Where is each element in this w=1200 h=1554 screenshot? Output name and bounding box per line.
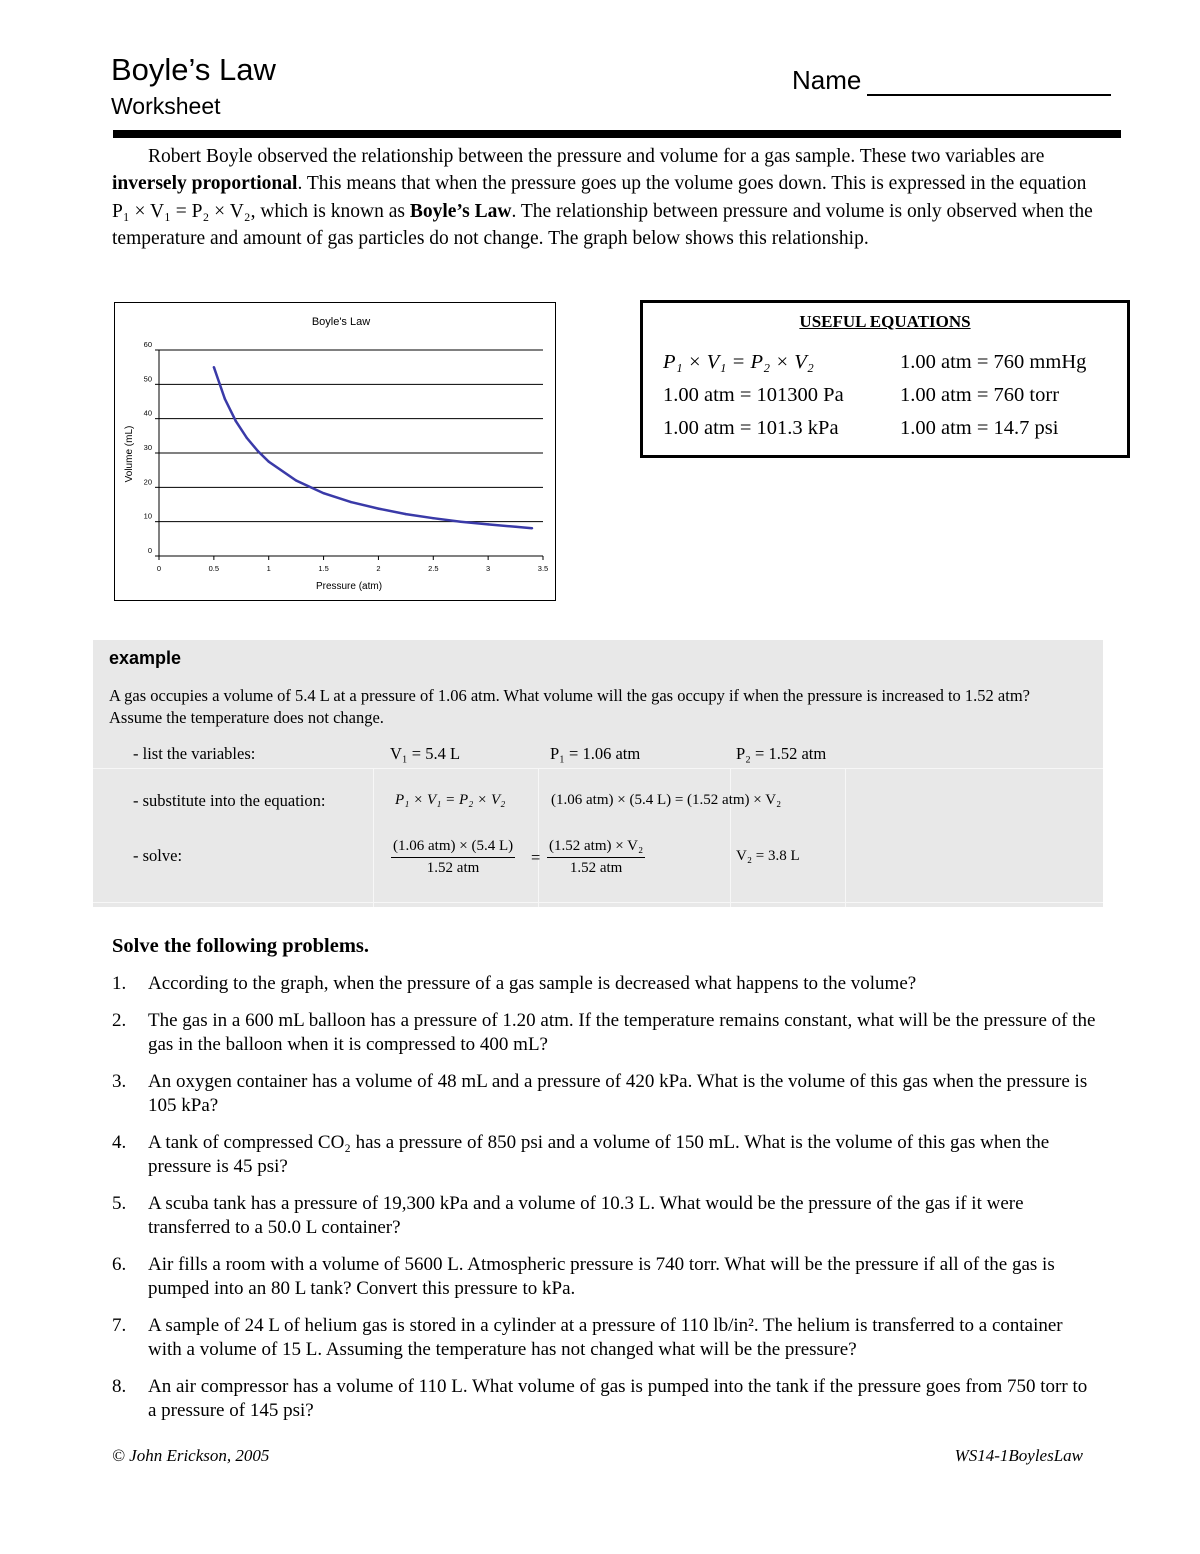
x-tick-label: 1 (266, 564, 271, 573)
example-substitute-eq1: P₁ × V₁ = P₂ × V₂ (395, 792, 506, 808)
data-point (350, 501, 352, 503)
x-tick-label: 2 (376, 564, 381, 573)
y-tick-label: 40 (143, 408, 152, 418)
example-p2: P₂ = 1.52 atm (736, 744, 827, 763)
footer-code: WS14-1BoylesLaw (954, 1446, 1083, 1465)
problem-text: A sample of 24 L of helium gas is stored in a cylinder at a pressure of 110 lb/in². The helium is transferred to a container with a volume of 15 L. Assuming the temperature has not changed what will be the pressure? (148, 1314, 1063, 1360)
x-tick-label: 3 (486, 564, 491, 573)
example-v1: V₁ = 5.4 L (390, 744, 461, 763)
problem-item (112, 1192, 1097, 1241)
x-tick-label: 2.5 (428, 564, 439, 573)
equation-boyles-law: P₁ × V₁ = P₂ × V₂ (663, 351, 814, 373)
boyles-law-chart (114, 302, 556, 601)
problem-item (112, 1253, 1097, 1302)
data-point (257, 450, 259, 452)
problem-number: 5. (112, 1192, 127, 1214)
intro-text-3: . The relationship between pressure and volume is only observed when the temperature and amount of gas particles do not change. The graph below shows this relationship. (112, 200, 1093, 249)
example-answer: V₂ = 3.8 L (736, 848, 800, 864)
x-tick-label: 3.5 (537, 564, 549, 573)
problem-text: According to the graph, when the pressure of a gas sample is decreased what happens to the volume? (148, 973, 917, 994)
volume-pressure-series (214, 367, 532, 528)
problem-item (112, 972, 1097, 997)
problems-heading: Solve the following problems. (112, 935, 370, 957)
y-axis-label: Volume (mL) (124, 425, 135, 483)
y-tick-label: 10 (143, 511, 152, 521)
header-rule (113, 130, 1121, 138)
x-tick-label: 1.5 (318, 564, 329, 573)
problem-number: 8. (112, 1375, 127, 1397)
y-tick-label: 50 (143, 374, 152, 384)
example-panel (93, 640, 1103, 907)
data-point (224, 398, 226, 400)
example-fraction-right (547, 838, 645, 877)
fraction-left-numerator: (1.06 atm) × (5.4 L) (391, 838, 515, 858)
example-heading: example (109, 648, 182, 668)
fraction-left-denominator: 1.52 atm (426, 860, 480, 876)
y-tick-label: 60 (143, 340, 152, 349)
equation-atm-psi: 1.00 atm = 14.7 psi (900, 417, 1059, 439)
problem-item (112, 1375, 1097, 1424)
data-point (531, 527, 533, 529)
y-tick-label: 0 (147, 546, 152, 555)
data-point (246, 437, 248, 439)
intro-paragraph (112, 143, 1107, 252)
problem-number: 1. (112, 973, 127, 994)
useful-equations-box (640, 300, 1130, 458)
example-column-divider (373, 768, 374, 907)
example-equals: = (531, 848, 541, 867)
useful-equations-title: USEFUL EQUATIONS (799, 312, 971, 331)
problem-text: An air compressor has a volume of 110 L. What volume of gas is pumped into the tank if the pressure goes from 750 torr to a pressure of 145 psi? (148, 1375, 1088, 1421)
data-point (460, 520, 462, 522)
y-tick-label: 20 (143, 477, 152, 487)
intro-text-2: . This means that when the pressure goes up the volume goes down. This is expressed in the equation P₁ × V₁ = P₂ × V₂, which is known as (112, 173, 1087, 222)
data-point (213, 366, 215, 368)
fraction-right-numerator: (1.52 atm) × V₂ (547, 838, 645, 858)
data-point (432, 517, 434, 519)
problem-number: 7. (112, 1314, 127, 1336)
intro-bold-inverse: inversely proportional (112, 173, 298, 195)
name-label: Name (792, 65, 862, 95)
example-column-divider (538, 768, 539, 907)
example-list-label: - list the variables: (133, 744, 256, 763)
problem-item (112, 1070, 1097, 1119)
example-substitute-label: - substitute into the equation: (133, 791, 326, 810)
footer-copyright: © John Erickson, 2005 (112, 1446, 270, 1465)
data-point (295, 479, 297, 481)
problem-number: 3. (112, 1070, 127, 1092)
example-problem: A gas occupies a volume of 5.4 L at a pressure of 1.06 atm. What volume will the gas occupy if when the pressure is increased to 1.52 atm? Assume the temperature does not change. (109, 686, 1030, 727)
chart-svg (115, 303, 555, 600)
example-column-divider (730, 768, 731, 907)
problem-item (112, 1009, 1097, 1058)
example-divider (93, 768, 1103, 769)
problem-number: 6. (112, 1253, 127, 1275)
example-substitute-eq2: (1.06 atm) × (5.4 L) = (1.52 atm) × V₂ (551, 792, 782, 808)
problem-item (112, 1314, 1097, 1363)
intro-text-1: Robert Boyle observed the relationship between the pressure and volume for a gas sample. These two variables are (148, 146, 1045, 167)
data-point (514, 526, 516, 528)
problem-text: An oxygen container has a volume of 48 mL and a pressure of 420 kPa. What is the volume of this gas when the pressure is 105 kPa? (148, 1070, 1088, 1116)
name-blank-line[interactable] (867, 68, 1111, 96)
equation-atm-kpa: 1.00 atm = 101.3 kPa (663, 417, 839, 439)
data-point (322, 492, 324, 494)
chart-title: Boyle's Law (311, 316, 371, 328)
intro-bold-boyles-law: Boyle’s Law (409, 200, 512, 222)
equation-atm-mmhg: 1.00 atm = 760 mmHg (900, 351, 1087, 373)
problem-text: A tank of compressed CO₂ has a pressure of 850 psi and a volume of 150 mL. What is the volume of this gas when the pressure is 45 psi? (148, 1131, 1050, 1177)
example-p1: P₁ = 1.06 atm (550, 744, 641, 763)
example-divider (93, 902, 1103, 903)
fraction-right-denominator: 1.52 atm (569, 860, 623, 876)
x-axis-label: Pressure (atm) (315, 581, 383, 592)
page-title: Boyle’s Law (111, 52, 276, 87)
problem-text: A scuba tank has a pressure of 19,300 kPa and a volume of 10.3 L. What would be the pressure of the gas if it were transferred to a 50.0 L container? (148, 1192, 1024, 1238)
data-point (487, 523, 489, 525)
data-point (377, 507, 379, 509)
problem-text: Air fills a room with a volume of 5600 L. Atmospheric pressure is 740 torr. What will be the pressure if all of the gas is pumped into an 80 L tank? Convert this pressure to kPa. (148, 1253, 1055, 1299)
page-subtitle: Worksheet (111, 93, 221, 119)
problem-number: 4. (112, 1131, 127, 1153)
name-field[interactable] (792, 64, 1111, 96)
problem-list (112, 972, 1097, 1436)
data-point (405, 513, 407, 515)
data-point (268, 460, 270, 462)
equation-atm-pa: 1.00 atm = 101300 Pa (663, 384, 844, 406)
problem-text: The gas in a 600 mL balloon has a pressure of 1.20 atm. If the temperature remains constant, what will be the pressure of the gas in the balloon when it is compressed to 400 mL? (148, 1009, 1096, 1055)
x-tick-label: 0 (156, 564, 162, 573)
data-point (235, 420, 237, 422)
y-tick-label: 30 (143, 443, 152, 452)
example-solve-label: - solve: (133, 846, 183, 865)
example-fraction-left (391, 838, 515, 877)
example-column-divider (845, 768, 846, 907)
equation-atm-torr: 1.00 atm = 760 torr (900, 384, 1060, 406)
problem-number: 2. (112, 1009, 127, 1031)
x-tick-label: 0.5 (208, 564, 220, 573)
problem-item (112, 1131, 1097, 1180)
